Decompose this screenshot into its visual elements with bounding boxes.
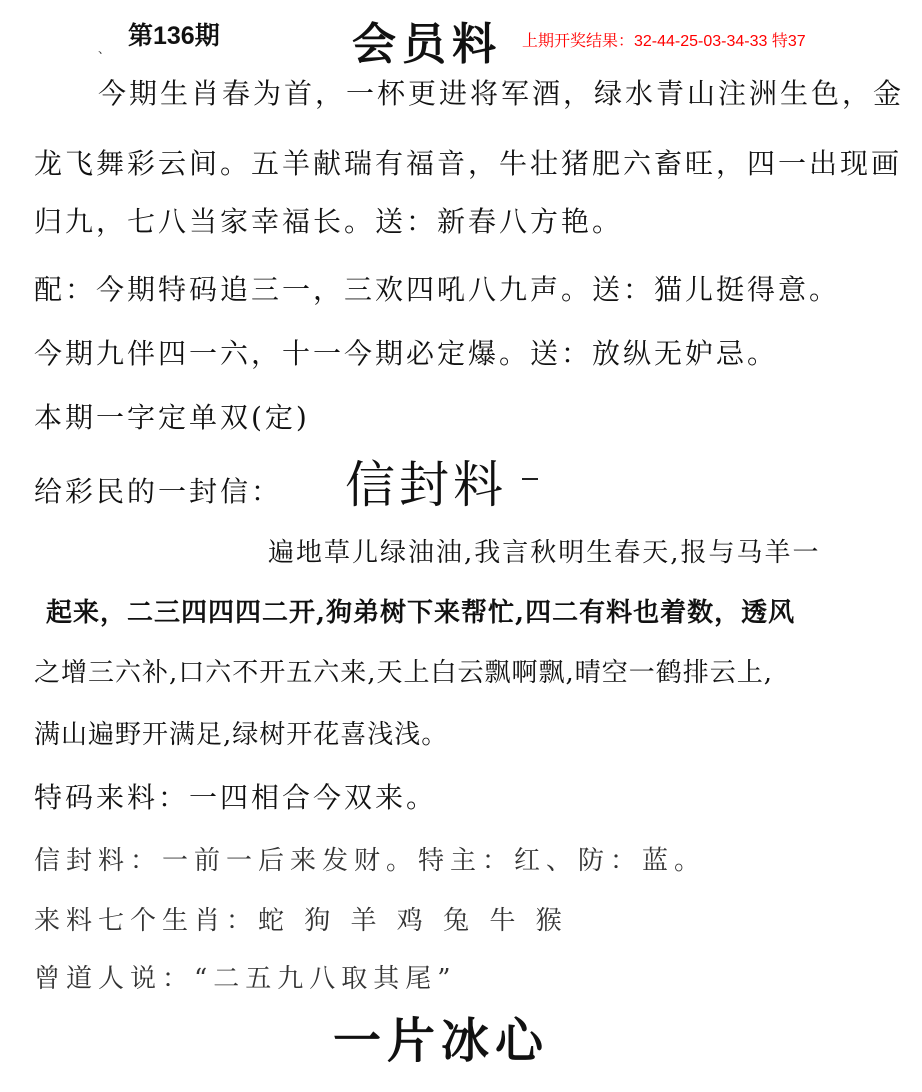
letter-line-4: 满山遍野开满足,绿树开花喜浅浅。 xyxy=(34,720,449,750)
poem-line-3: 归九，七八当家幸福长。送：新春八方艳。 xyxy=(34,205,624,238)
tema-line: 特码来料：一四相合今双来。 xyxy=(34,781,438,814)
letter-line-1: 遍地草儿绿油油,我言秋明生春天,报与马羊一 xyxy=(268,538,821,568)
last-draw-result: 上期开奖结果：32-44-25-03-34-33 特37 xyxy=(522,33,806,50)
letter-heading: 信封料 xyxy=(345,456,507,514)
letter-label: 给彩民的一封信： xyxy=(34,475,283,508)
heading-dash xyxy=(522,478,538,480)
poem-line-1: 今期生肖春为首，一杯更进将军酒，绿水青山注洲生色，金 xyxy=(98,77,905,110)
issue-number: 第136期 xyxy=(128,22,220,50)
xinfeng-line: 信封料：一前一后来发财。特主：红、防：蓝。 xyxy=(34,846,707,876)
closing-title: 一片冰心 xyxy=(333,1013,550,1069)
page-title: 会员料 xyxy=(352,19,502,70)
laoliao-line: 来料七个生肖：蛇 狗 羊 鸡 兔 牛 猴 xyxy=(34,906,568,936)
pei-line: 配：今期特码追三一，三欢四吼八九声。送：猫儿挺得意。 xyxy=(34,273,841,306)
letter-line-3: 之增三六补,口六不开五六来,天上白云飘啊飘,晴空一鹤排云上, xyxy=(34,658,774,688)
jiu-line: 今期九伴四一六，十一今期必定爆。送：放纵无妒忌。 xyxy=(34,337,779,370)
danshuang-line: 本期一字定单双(定) xyxy=(34,401,310,434)
stray-mark: 、 xyxy=(98,42,111,56)
letter-line-2: 起来，二三四四四二开,狗弟树下来帮忙,四二有料也着数，透风 xyxy=(46,598,796,628)
zengdao-line: 曾道人说：“二五九八取其尾” xyxy=(34,964,457,994)
poem-line-2: 龙飞舞彩云间。五羊献瑞有福音，牛壮猪肥六畜旺，四一出现画 xyxy=(34,147,903,180)
